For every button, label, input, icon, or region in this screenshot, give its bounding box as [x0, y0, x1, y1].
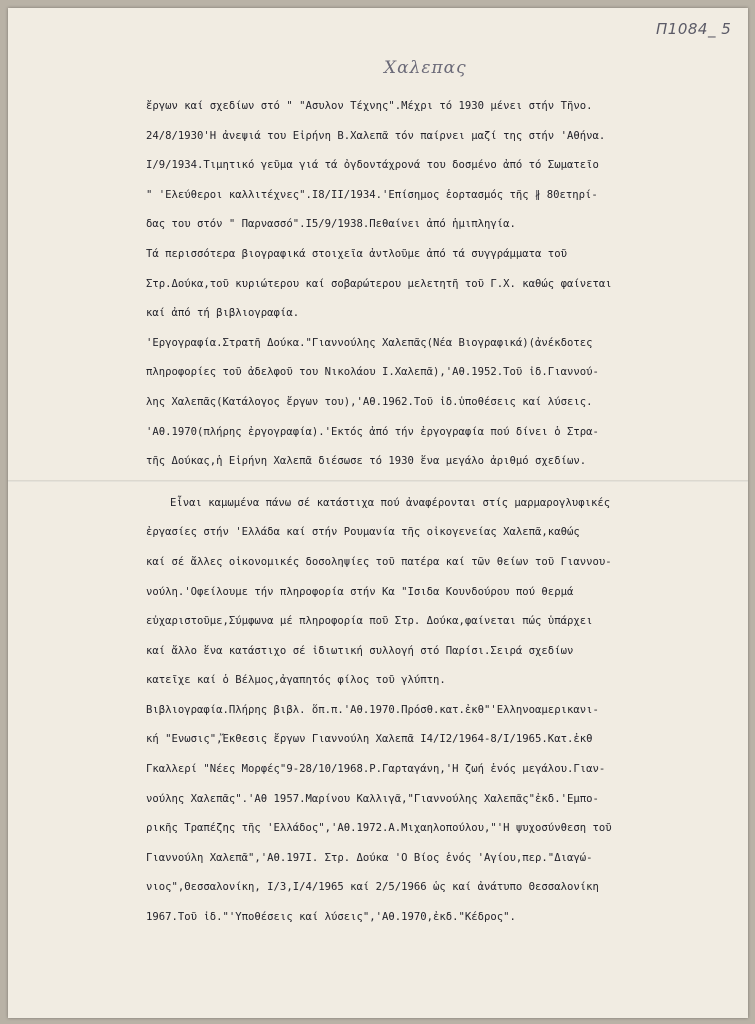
text-line: εὐχαριστοῦμε,Σύμφωνα μέ πληροφορία ποῦ Στρ. Δούκα,φαίνεται πώς ὑπάρχει [146, 615, 593, 628]
paragraph-gap [146, 477, 742, 489]
text-line: Στρ.Δούκα,τοῦ κυριώτερου καί σοβαρώτερου μελετητῆ τοῦ Γ.Χ. καθώς φαίνεται [146, 277, 612, 290]
text-line: δας του στόν " Παρνασσό".Ι5/9/1938.Πεθαίνει ἀπό ἡμιπληγία. [146, 218, 516, 231]
text-line: κατεῖχε καί ὁ Βέλμος,ἀγαπητός φίλος τοῦ γλύπτη. [146, 674, 446, 687]
text-line: 1967.Τοῦ ἰδ."'Υποθέσεις καί λύσεις",'Αθ.1970,ἐκδ."Κέδρος". [146, 911, 516, 924]
text-line: ἐργασίες στήν 'Ελλάδα καί στήν Ρουμανία τῆς οἰκογενείας Χαλεπᾶ,καθώς [146, 526, 580, 539]
document-page [8, 8, 748, 1018]
text-line: Γιαννούλη Χαλεπᾶ",'Αθ.197Ι. Στρ. Δούκα 'Ο Βίος ἑνός 'Αγίου,περ."Διαγώ- [146, 851, 593, 864]
text-line: 'Αθ.1970(πλήρης ἐργογραφία).'Εκτός ἀπό τήν ἐργογραφία πού δίνει ὁ Στρα- [146, 425, 599, 438]
text-line: ρικῆς Τραπέζης τῆς 'Ελλάδος",'Αθ.1972.Α.Μιχαηλοπούλου,"'Η ψυχοσύνθεση τοῦ [146, 822, 612, 835]
text-line: νιος",Θεσσαλονίκη, Ι/3,Ι/4/1965 καί 2/5/1966 ὡς καί ἀνάτυπο Θεσσαλονίκη [146, 881, 599, 894]
text-line: καί ἀπό τή βιβλιογραφία. [146, 307, 300, 320]
text-line: Εἶναι καμωμένα πάνω σέ κατάστιχα πού ἀναφέρονται στίς μαρμαρογλυφικές [170, 496, 611, 509]
text-line: Ι/9/1934.Τιμητικό γεῦμα γιά τά ὀγδοντάχρονά του δοσμένο ἀπό τό Σωματεῖο [146, 159, 599, 172]
archive-reference-note: Π1084_ 5 [656, 20, 732, 38]
text-line: κή "Ενωσις",Ἔκθεσις ἔργων Γιαννούλη Χαλεπᾶ Ι4/Ι2/1964-8/Ι/1965.Κατ.ἐκθ [146, 733, 593, 746]
text-line: νούλη.'Οφείλουμε τήν πληροφορία στήν Κα "Ισιδα Κουνδούρου πού θερμά [146, 585, 574, 598]
text-line: καί ἄλλο ἕνα κατάστιχο σέ ἰδιωτική συλλογή στό Παρίσι.Σειρά σχεδίων [146, 644, 574, 657]
text-line: καί σέ ἄλλες οἰκονομικές δοσοληψίες τοῦ πατέρα καί τῶν θείων τοῦ Γιαννου- [146, 555, 612, 568]
typed-text-block [146, 92, 742, 933]
text-line: 24/8/1930'Η ἀνεψιά του Εἰρήνη Β.Χαλεπᾶ τόν παίρνει μαζί της στήν 'Αθήνα. [146, 129, 606, 142]
text-line: " 'Ελεύθεροι καλλιτέχνες".Ι8/ΙΙ/1934.'Επίσημος ἑορτασμός τῆς ∦ 80ετηρί- [146, 188, 598, 201]
text-line: Γκαλλερί "Νέες Μορφές"9-28/10/1968.Ρ.Γαρταγάνη,'Η ζωή ἑνός μεγάλου.Γιαν- [146, 763, 606, 776]
text-line: Τά περισσότερα βιογραφικά στοιχεῖα ἀντλοῦμε ἀπό τά συγγράμματα τοῦ [146, 247, 567, 260]
text-line: λης Χαλεπᾶς(Κατάλογος ἔργων του),'Αθ.1962.Τοῦ ἰδ.ὑποθέσεις καί λύσεις. [146, 395, 593, 408]
text-line: Βιβλιογραφία.Πλήρης βιβλ. ὅπ.π.'Αθ.1970.Πρόσθ.κατ.ἐκθ"'Ελληνοαμερικανι- [146, 703, 599, 716]
text-line: 'Εργογραφία.Στρατῆ Δούκα."Γιαννούλης Χαλεπᾶς(Νέα Βιογραφικά)(ἀνέκδοτες [146, 336, 593, 349]
text-line: τῆς Δούκας,ἡ Εἰρήνη Χαλεπᾶ διέσωσε τό 1930 ἕνα μεγάλο ἀριθμό σχεδίων. [146, 455, 587, 468]
text-line: νούλης Χαλεπᾶς".'Αθ 1957.Μαρίνου Καλλιγᾶ,"Γιαννούλης Χαλεπᾶς"ἐκδ.'Εμπο- [146, 792, 599, 805]
handwritten-title: Χαλεπας [384, 58, 467, 78]
text-line: ἔργων καί σχεδίων στό " "Ασυλον Τέχνης".Μέχρι τό 1930 μένει στήν Τῆνο. [146, 100, 593, 112]
text-line: πληροφορίες τοῦ ἀδελφοῦ του Νικολάου Ι.Χαλεπᾶ),'Αθ.1952.Τοῦ ἰδ.Γιαννού- [146, 366, 599, 379]
